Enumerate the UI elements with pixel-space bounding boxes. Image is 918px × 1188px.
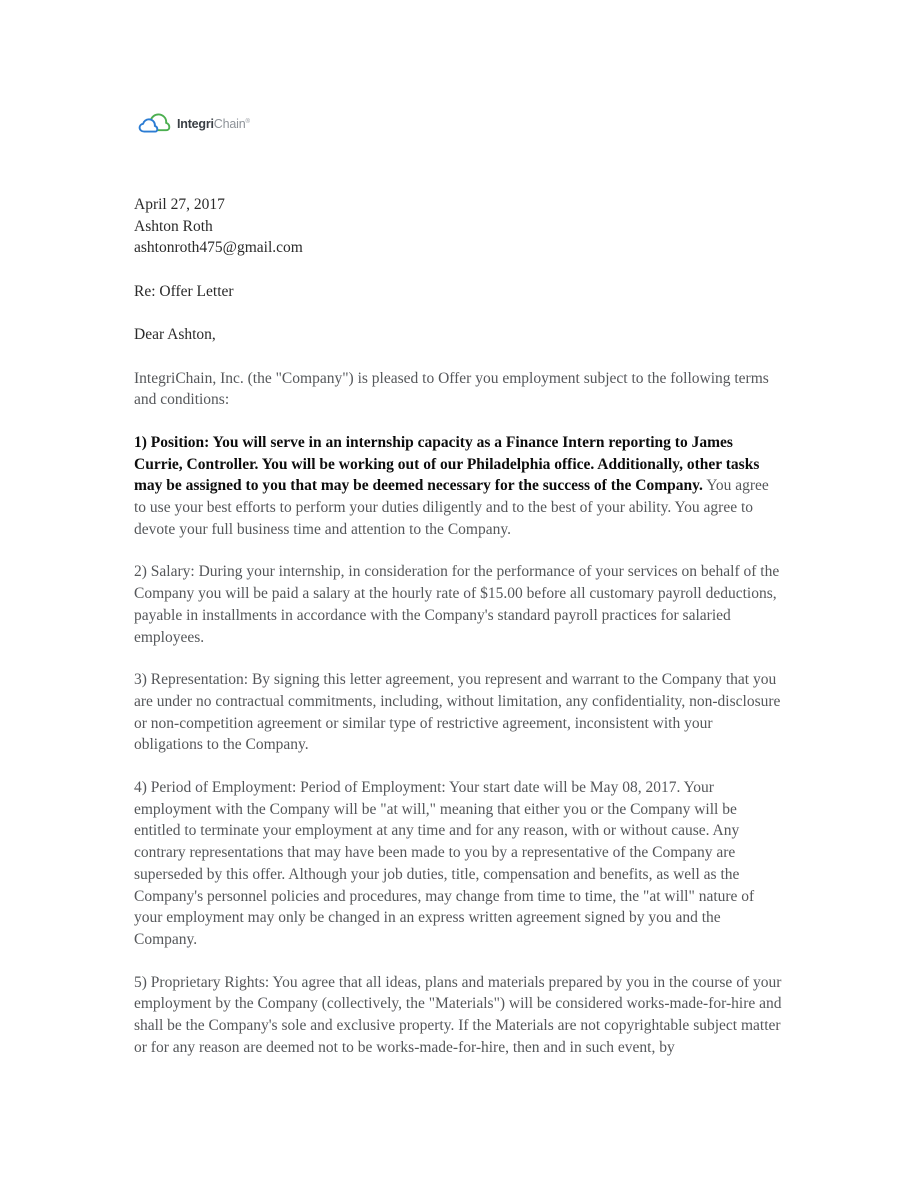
letter-body (134, 194, 784, 1079)
trademark-symbol: ® (245, 118, 250, 125)
clause-paragraph-4: 4) Period of Employment: Period of Employment: Your start date will be May 08, 2017. Your employment with the Company will be "at will," meaning that either you or the Company will be entitled to terminate your employment at any time and for any reason, with or without cause. Any contrary representations that may have been made to you by a representative of the Company are superseded by this offer. Although your job duties, title, compensation and benefits, as well as the Company's personnel policies and procedures, may change from time to time, the "at will" nature of your employment may only be changed in an express written agreement signed by you and the Company. (134, 779, 755, 948)
clause-paragraph-1 (134, 432, 784, 541)
spacer (134, 259, 784, 281)
recipient-email: ashtonroth475@gmail.com (134, 239, 303, 256)
salutation: Dear Ashton, (134, 326, 216, 343)
subject-line: Re: Offer Letter (134, 282, 234, 300)
recipient-name: Ashton Roth (134, 217, 213, 235)
clause-paragraph-5: 5) Proprietary Rights: You agree that all ideas, plans and materials prepared by you in the course of your employment by the Company (collectively, the "Materials") will be considered works-made-for-hire and shall be the Company's sole and exclusive property. If the Materials are not copyrightable subject matter or for any reason are deemed not to be works-made-for-hire, then and in such event, by (134, 973, 782, 1056)
clause-1-lead: 1) Position: You will serve in an internship capacity as a Finance Intern reporting to James Currie, Controller. You will be working out of our Philadelphia office. Additionally, other tasks may be assigned to you that may be deemed necessary for the success of the Company. (134, 433, 760, 495)
wordmark-primary: Integri (177, 116, 214, 131)
wordmark-secondary: Chain (213, 116, 246, 131)
integrichain-cloud-logo-icon (138, 111, 172, 135)
clause-1-rest: You agree to use your best efforts to perform your duties diligently and to the best of your ability. You agree to devote your full business time and attention to the Company. (134, 477, 769, 538)
company-logo (138, 111, 250, 135)
spacer (134, 302, 784, 324)
letter-date: April 27, 2017 (134, 196, 225, 213)
spacer (134, 346, 784, 368)
clause-paragraph-2: 2) Salary: During your internship, in consideration for the performance of your services on behalf of the Company you will be paid a salary at the hourly rate of $15.00 before all customary payroll deductions, payable in installments in accordance with the Company's standard payroll practices for salaried employees. (134, 563, 780, 646)
company-wordmark (177, 118, 250, 131)
clause-paragraph-3: 3) Representation: By signing this letter agreement, you represent and warrant to the Company that you are under no contractual commitments, including, without limitation, any confidentiality, non-disclosure or non-competition agreement or similar type of restrictive agreement, inconsistent with your obligations to the Company. (134, 671, 781, 754)
intro-paragraph: IntegriChain, Inc. (the "Company") is pleased to Offer you employment subject to the following terms and conditions: (134, 369, 769, 409)
